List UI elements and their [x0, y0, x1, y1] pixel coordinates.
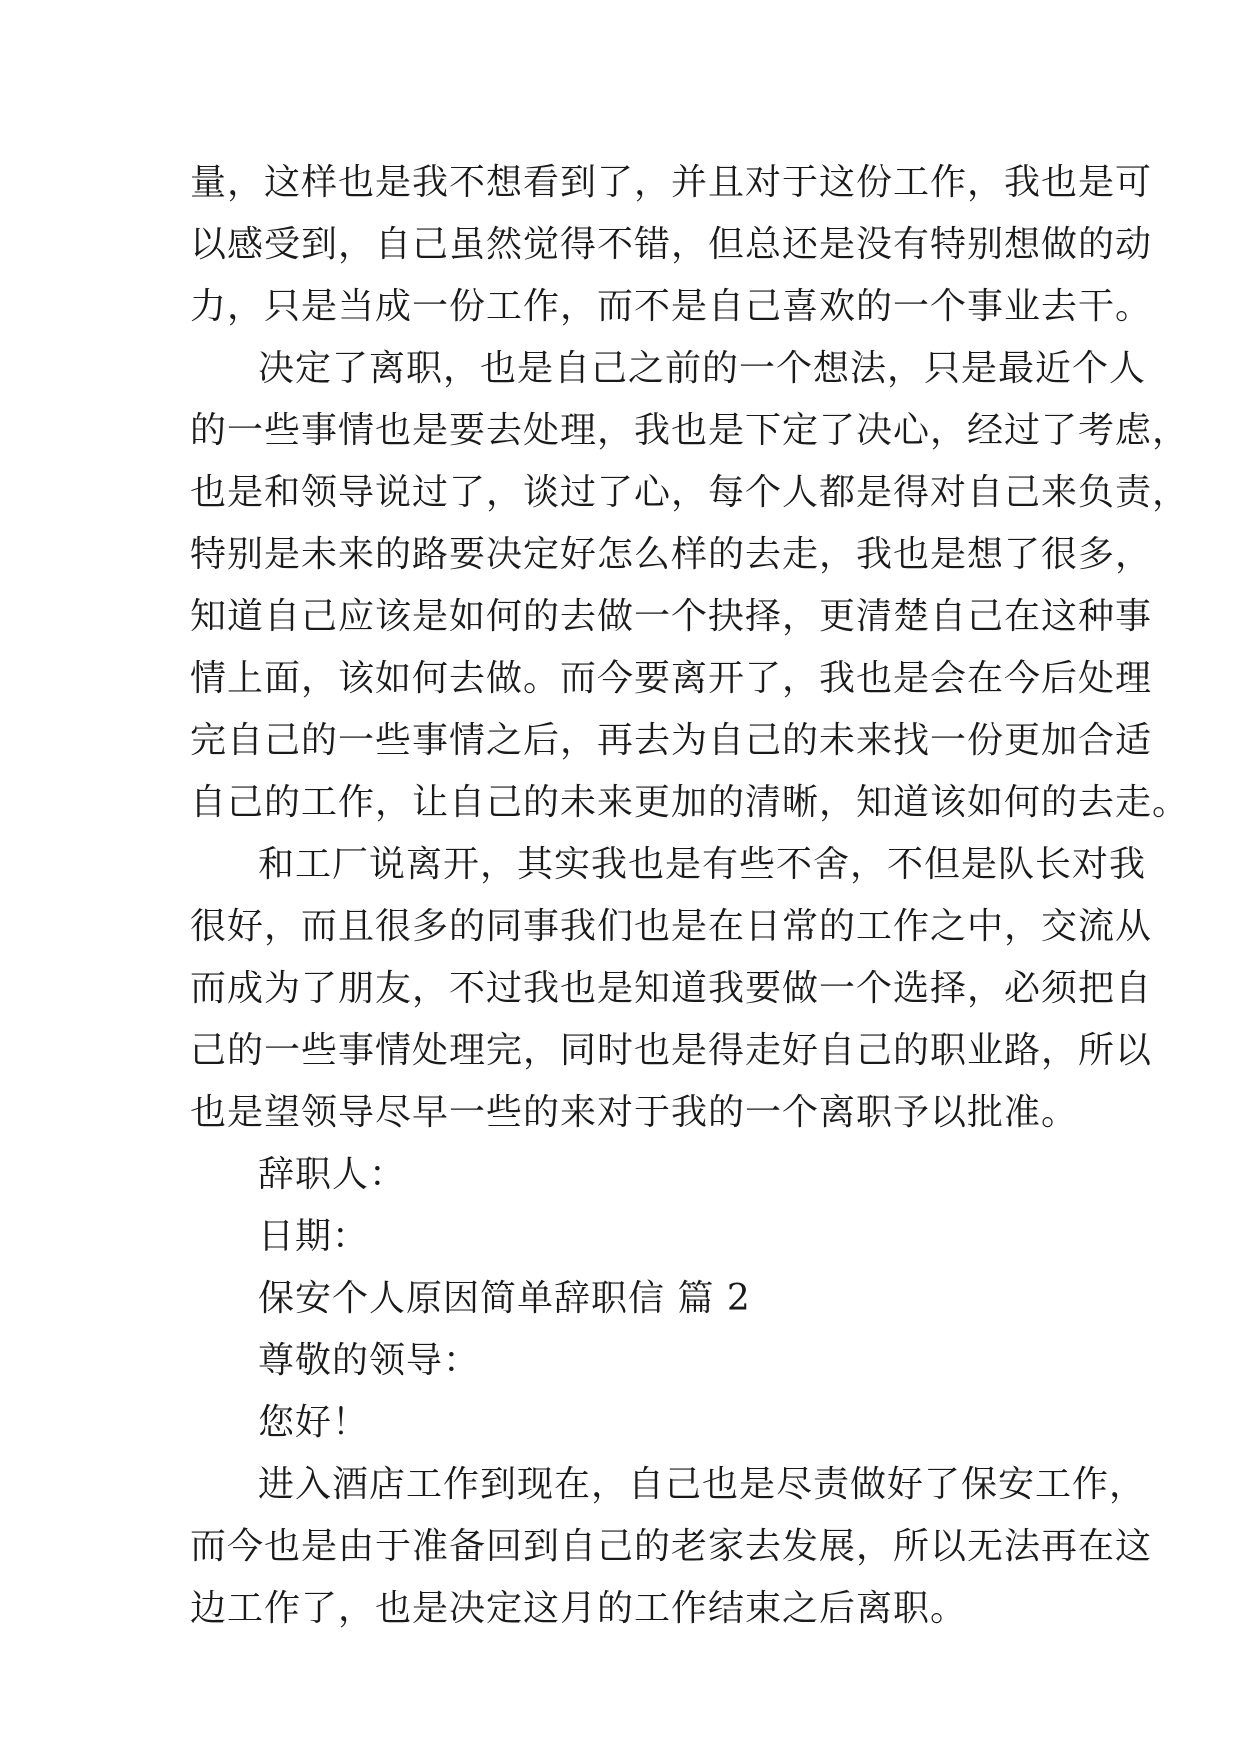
text-line: 以感受到，自己虽然觉得不错，但总还是没有特别想做的动	[190, 224, 1153, 265]
letter-title: 保安个人原因简单辞职信 篇 2	[258, 1278, 751, 1319]
text-line: 自己的工作，让自己的未来更加的清晰，知道该如何的去走。	[190, 782, 1190, 823]
text-line: 特别是未来的路要决定好怎么样的去走，我也是想了很多，	[190, 534, 1153, 575]
text-line: 边工作了，也是决定这月的工作结束之后离职。	[190, 1588, 968, 1629]
text-line: 很好，而且很多的同事我们也是在日常的工作之中，交流从	[190, 906, 1153, 947]
signature-date	[190, 1206, 1060, 1268]
paragraph-continuation	[190, 152, 1153, 338]
signature-resigner	[190, 1144, 1060, 1206]
text-line: 己的一些事情处理完，同时也是得走好自己的职业路，所以	[190, 1030, 1153, 1071]
text-line: 力，只是当成一份工作，而不是自己喜欢的一个事业去干。	[190, 286, 1153, 327]
paragraph-farewell	[190, 834, 1153, 1144]
text-line: 而成为了朋友，不过我也是知道我要做一个选择，必须把自	[190, 968, 1153, 1009]
text-line: 知道自己应该是如何的去做一个抉择，更清楚自己在这种事	[190, 596, 1153, 637]
paragraph-hotel	[190, 1454, 1153, 1640]
resigner-label: 辞职人：	[258, 1154, 407, 1195]
text-line: 完自己的一些事情之后，再去为自己的未来找一份更加合适	[190, 720, 1153, 761]
text-line: 和工厂说离开，其实我也是有些不舍，不但是队长对我	[258, 844, 1147, 885]
text-line: 进入酒店工作到现在，自己也是尽责做好了保安工作，	[258, 1464, 1147, 1505]
salutation	[190, 1330, 1060, 1392]
text-line: 也是和领导说过了，谈过了心，每个人都是得对自己来负责，	[190, 472, 1190, 513]
text-line: 也是望领导尽早一些的来对于我的一个离职予以批准。	[190, 1092, 1079, 1133]
section-heading	[190, 1268, 1060, 1330]
text-line: 决定了离职，也是自己之前的一个想法，只是最近个人	[258, 348, 1147, 389]
date-label: 日期：	[258, 1216, 370, 1257]
document-page	[190, 152, 1190, 1640]
salutation-text: 尊敬的领导：	[258, 1340, 481, 1381]
text-line: 量，这样也是我不想看到了，并且对于这份工作，我也是可	[190, 162, 1153, 203]
text-line: 的一些事情也是要去处理，我也是下定了决心，经过了考虑，	[190, 410, 1190, 451]
greeting	[190, 1392, 1060, 1454]
greeting-text: 您好！	[258, 1402, 370, 1443]
paragraph-decision	[190, 338, 1190, 834]
text-line: 而今也是由于准备回到自己的老家去发展，所以无法再在这	[190, 1526, 1153, 1567]
text-line: 情上面，该如何去做。而今要离开了，我也是会在今后处理	[190, 658, 1153, 699]
